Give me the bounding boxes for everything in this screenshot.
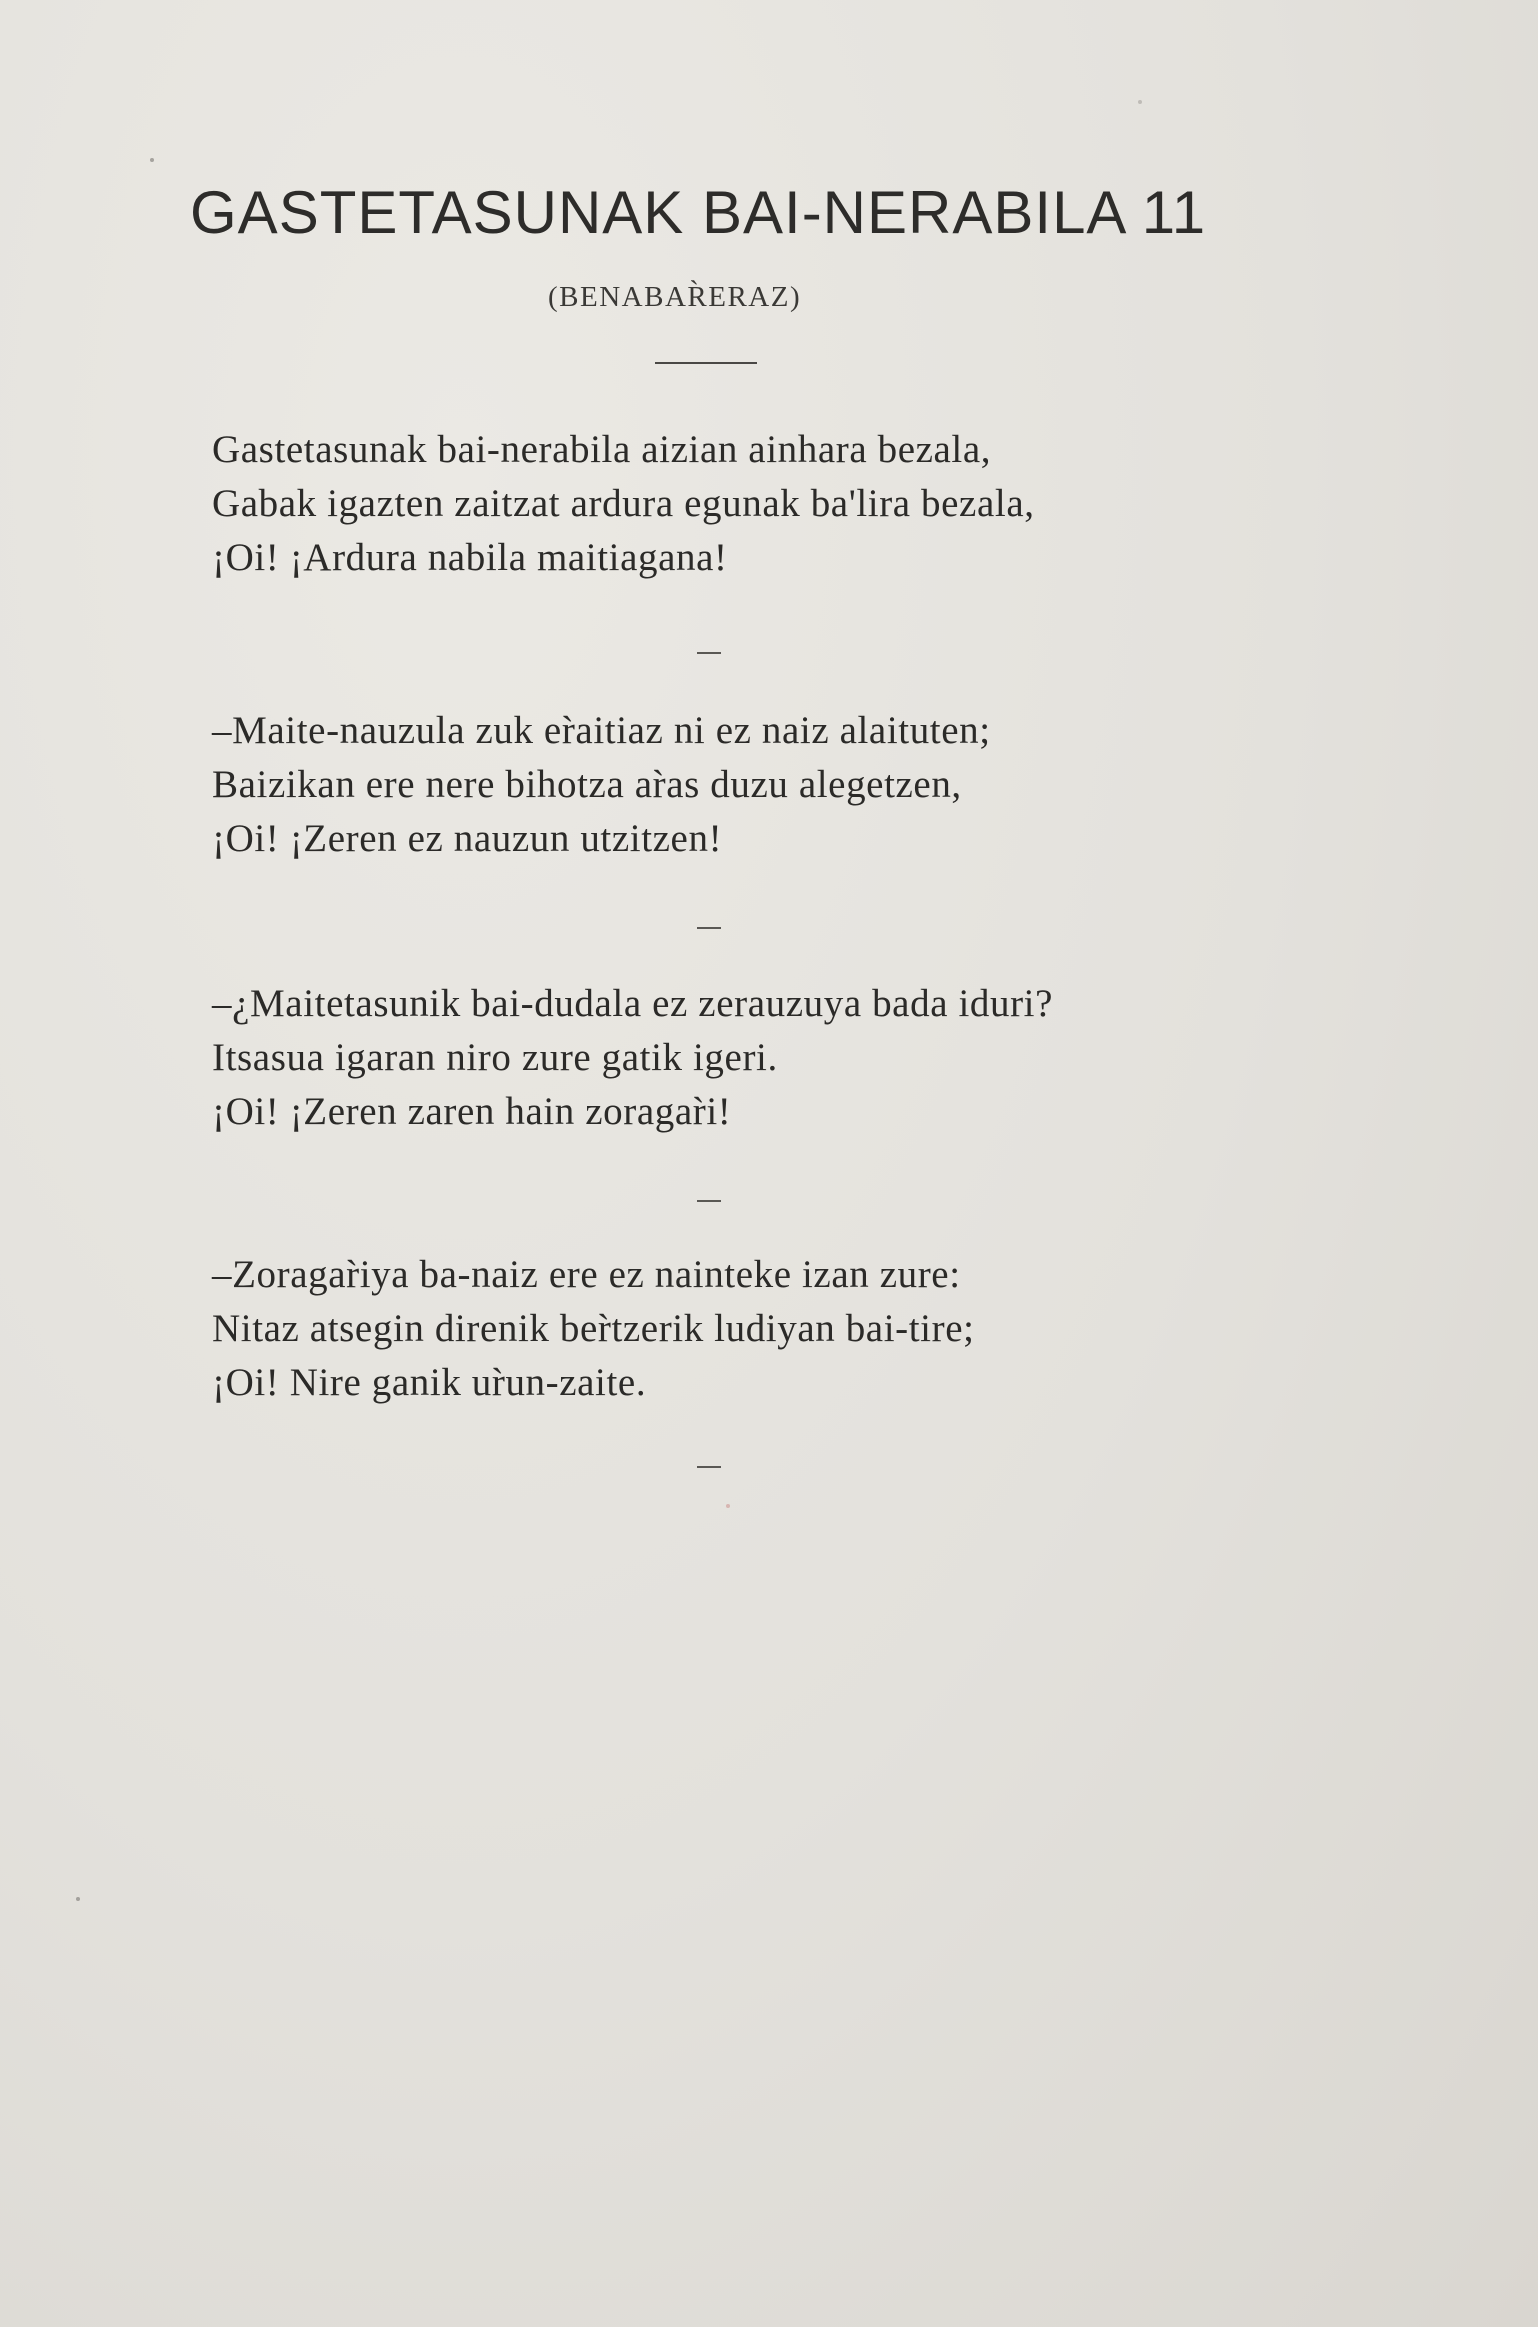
stanza-4: [212, 1248, 1362, 1410]
verse-line: ¡Oi! ¡Zeren ez nauzun utzitzen!: [212, 817, 723, 860]
stanza-separator: [697, 1200, 721, 1202]
stanza-separator: [697, 652, 721, 654]
paper-speck: [1138, 100, 1142, 104]
verse-line: Gastetasunak bai-nerabila aizian ainhara bezala,: [212, 428, 992, 471]
stanza-2: [212, 704, 1362, 866]
page-title: GASTETASUNAK BAI-NERABILA 11: [190, 179, 1207, 246]
verse-line: Gabak igazten zaitzat ardura egunak ba'lira bezala,: [212, 482, 1035, 525]
paper-speck: [726, 1504, 730, 1508]
page-subtitle: (BENABAR̀ERAZ): [548, 281, 802, 313]
paper-speck: [150, 158, 154, 162]
verse-line: ¡Oi! ¡Ardura nabila maitiagana!: [212, 536, 728, 579]
paper-speck: [76, 1897, 80, 1901]
verse-line: ¡Oi! Nire ganik ur̀un-zaite.: [212, 1361, 647, 1404]
stanza-separator: [697, 927, 721, 929]
verse-line: Itsasua igaran niro zure gatik igeri.: [212, 1036, 778, 1079]
verse-line: –Zoragar̀iya ba-naiz ere ez nainteke izan zure:: [212, 1253, 961, 1296]
verse-line: ¡Oi! ¡Zeren zaren hain zoragar̀i!: [212, 1090, 732, 1133]
verse-line: Nitaz atsegin direnik ber̀tzerik ludiyan bai-tire;: [212, 1307, 975, 1350]
verse-line: –¿Maitetasunik bai-dudala ez zerauzuya bada iduri?: [212, 982, 1054, 1025]
stanza-1: [212, 423, 1362, 585]
stanza-3: [212, 977, 1362, 1139]
verse-line: Baizikan ere nere bihotza ar̀as duzu alegetzen,: [212, 763, 962, 806]
verse-line: –Maite-nauzula zuk er̀aitiaz ni ez naiz alaituten;: [212, 709, 991, 752]
stanza-separator: [697, 1466, 721, 1468]
title-rule: [655, 362, 757, 364]
